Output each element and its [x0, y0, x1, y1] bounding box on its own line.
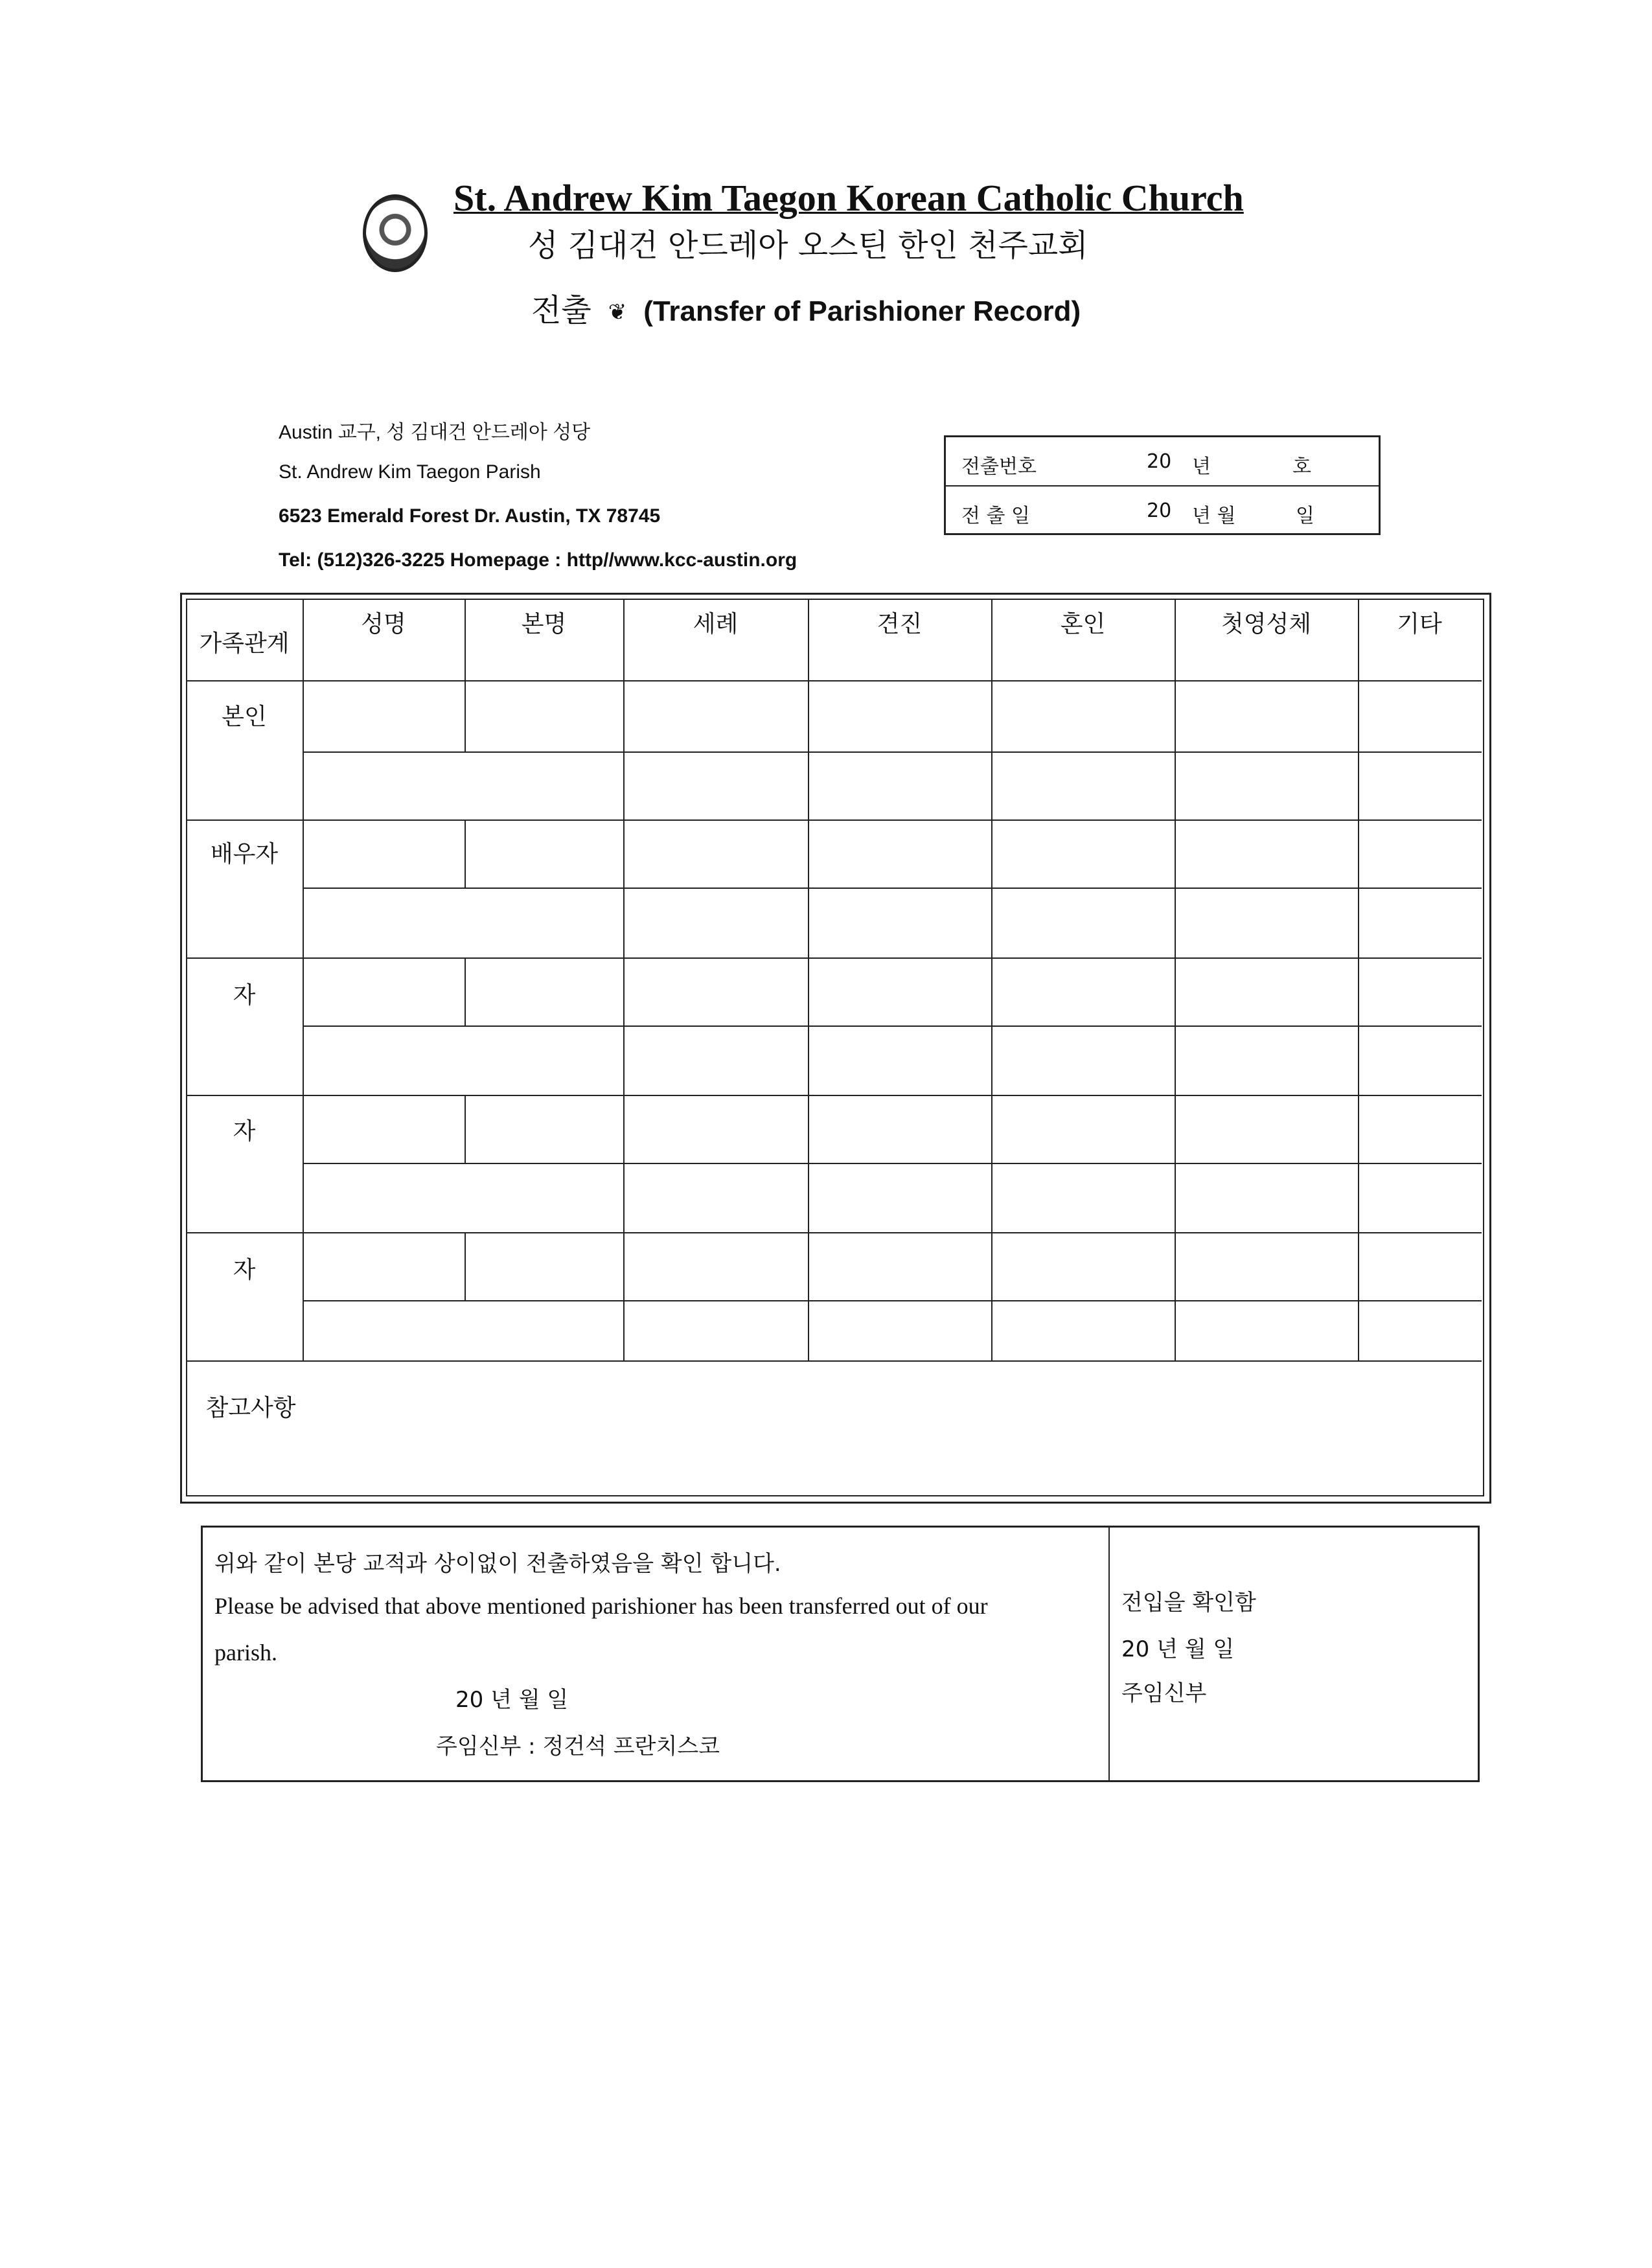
church-seal-logo: [363, 194, 428, 272]
col-divider-name-g4: [465, 1232, 466, 1300]
col-divider-2: [623, 599, 625, 1360]
header-confirmation: 견진: [877, 611, 923, 637]
transfer-number-year-unit: 년: [1192, 455, 1211, 478]
row-label-spouse: 배우자: [210, 841, 279, 867]
sub-row-rule-g0: [303, 751, 1482, 753]
form-title: [531, 285, 1081, 330]
header-first-communion: 첫영성체: [1221, 611, 1312, 637]
confirmation-divider: [1108, 1528, 1110, 1780]
col-divider-3: [808, 599, 809, 1360]
church-name-ko: 성 김대건 안드레아 오스틴 한인 천주교회: [528, 227, 1088, 264]
transfer-date-units: 년 월: [1192, 505, 1236, 527]
group-rule-g0: [186, 819, 1482, 821]
confirmation-statement-ko: 위와 같이 본당 교적과 상이없이 전출하였음을 확인 합니다.: [214, 1551, 781, 1577]
row-label-child-2: 자: [233, 1118, 256, 1145]
address-contact: Tel: (512)326-3225 Homepage : http//www.kcc-austin.org: [279, 549, 797, 571]
col-divider-name-g1: [465, 819, 466, 888]
header-baptism: 세례: [693, 611, 739, 637]
church-name-en: St. Andrew Kim Taegon Korean Catholic Church: [453, 177, 1244, 219]
family-record-table-inner: [186, 599, 1484, 1496]
group-rule-g4: [186, 1360, 1482, 1362]
sub-row-rule-g1: [303, 888, 1482, 889]
transfer-date-row: [946, 485, 1379, 534]
confirmation-box: [201, 1526, 1480, 1782]
row-label-child-3: 자: [233, 1257, 256, 1283]
row-label-self: 본인: [222, 704, 267, 730]
transfer-date-label: 전 출 일: [961, 505, 1031, 527]
header-marriage: 혼인: [1060, 611, 1106, 637]
header-family-relation: 가족관계: [199, 630, 290, 657]
row-label-notes: 참고사항: [205, 1395, 296, 1421]
form-title-en: (Transfer of Parishioner Record): [643, 295, 1081, 327]
confirmation-statement-en-1: Please be advised that above mentioned parishioner has been transferred out of our: [214, 1593, 988, 1619]
ornament-icon: ❦: [608, 299, 627, 325]
receipt-title: 전입을 확인함: [1121, 1590, 1256, 1616]
transfer-reference-box: [944, 435, 1381, 535]
group-rule-g1: [186, 957, 1482, 959]
header-christian-name: 본명: [521, 611, 567, 637]
address-parish: St. Andrew Kim Taegon Parish: [279, 461, 541, 483]
sub-row-rule-g3: [303, 1163, 1482, 1164]
transfer-date-day-unit: 일: [1296, 505, 1314, 527]
sub-row-rule-g4: [303, 1300, 1482, 1301]
col-divider-5: [1175, 599, 1176, 1360]
receipt-pastor: 주임신부: [1121, 1680, 1207, 1706]
confirmation-statement-en-2: parish.: [214, 1640, 277, 1666]
transfer-number-label: 전출번호: [961, 455, 1037, 478]
receipt-date: 20 년 월 일: [1121, 1636, 1235, 1662]
address-street: 6523 Emerald Forest Dr. Austin, TX 78745: [279, 505, 661, 527]
form-title-ko: 전출: [531, 292, 591, 328]
header-other: 기타: [1397, 611, 1442, 637]
col-divider-name-g0: [465, 680, 466, 751]
row-label-child-1: 자: [233, 982, 256, 1009]
col-divider-6: [1358, 599, 1359, 1360]
header-name: 성명: [361, 611, 406, 637]
confirmation-pastor-line: 주임신부 : 정건석 프란치스코: [436, 1734, 720, 1759]
group-rule-g2: [186, 1095, 1482, 1096]
col-divider-name-g3: [465, 1095, 466, 1163]
transfer-date-year: 20: [1147, 499, 1172, 522]
header-rule: [186, 680, 1482, 682]
transfer-number-year: 20: [1147, 450, 1172, 473]
address-diocese: Austin 교구, 성 김대건 안드레아 성당: [279, 422, 591, 443]
sub-row-rule-g2: [303, 1025, 1482, 1027]
col-divider-relation: [303, 599, 304, 1360]
group-rule-g3: [186, 1232, 1482, 1233]
transfer-number-row: [946, 437, 1379, 485]
transfer-number-unit: 호: [1292, 455, 1311, 478]
col-divider-4: [991, 599, 992, 1360]
confirmation-date-line: 20 년 월 일: [455, 1687, 569, 1713]
col-divider-name-g2: [465, 957, 466, 1025]
